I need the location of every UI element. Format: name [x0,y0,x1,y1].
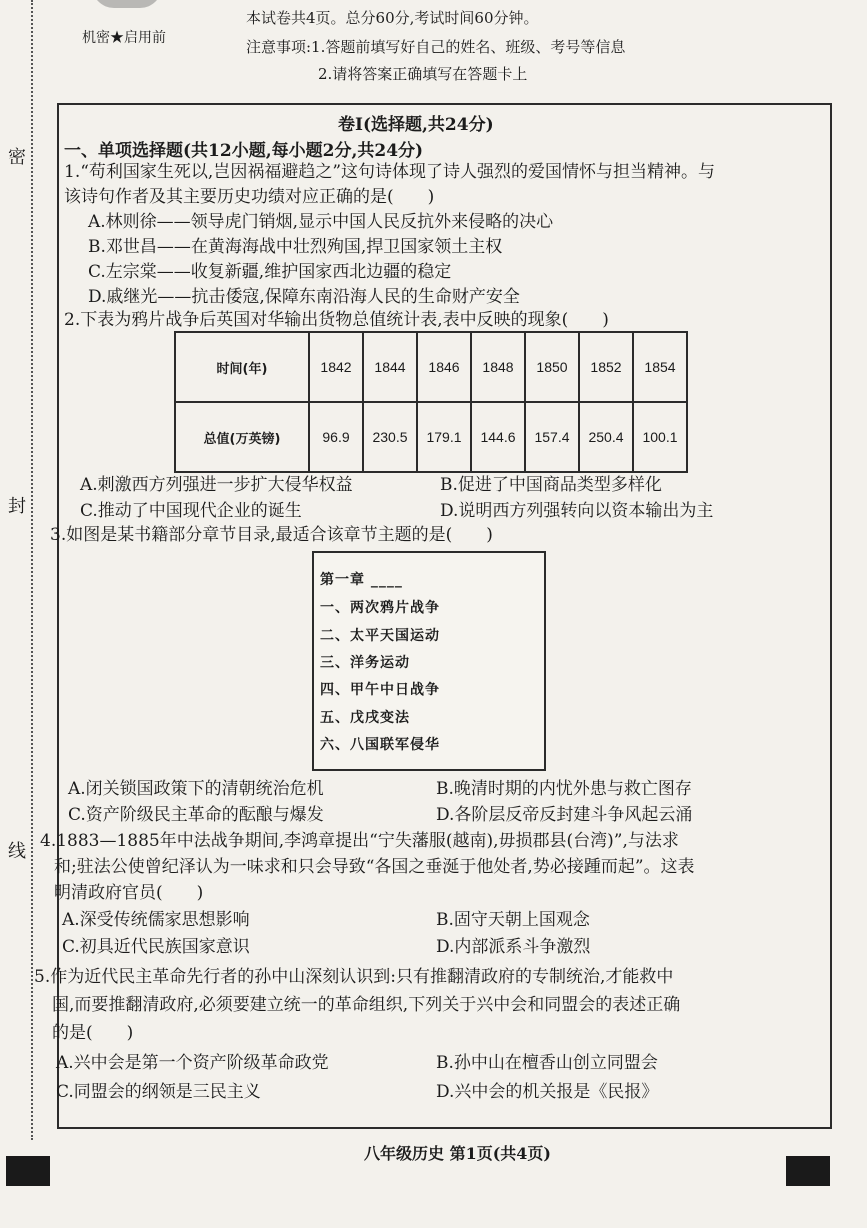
alignment-mark-left [6,1156,50,1186]
q5-stem-line2: 国,而要推翻清政府,必须要建立统一的革命组织,下列关于兴中会和同盟会的表述正确 [52,995,681,1015]
q4-stem-line1: 4.1883—1885年中法战争期间,李鸿章提出“宁失藩服(越南),毋损郡县(台湾)”,与法求 [40,831,679,851]
table-cell-value: 96.9 [309,402,363,472]
toc-item: 三、洋务运动 [320,655,410,671]
table-header-value: 总值(万英镑) [175,402,309,472]
toc-item: 二、太平天国运动 [320,628,440,644]
q2-stem: 2.下表为鸦片战争后英国对华输出货物总值统计表,表中反映的现象( ) [64,310,609,330]
alignment-mark-right [786,1156,830,1186]
table-header-year: 时间(年) [175,332,309,402]
table-cell-value: 230.5 [363,402,417,472]
binding-dotted-line [31,0,33,1140]
q3-stem: 3.如图是某书籍部分章节目录,最适合该章节主题的是( ) [50,525,493,545]
table-cell-value: 179.1 [417,402,471,472]
toc-chapter-title: 第一章 ____ [320,572,403,588]
table-cell-value: 250.4 [579,402,633,472]
table-cell-year: 1850 [525,332,579,402]
toc-item: 四、甲午中日战争 [320,682,440,698]
part-title: 一、单项选择题(共12小题,每小题2分,共24分) [64,141,424,161]
table-row-values [175,402,687,472]
q1-stem-line2: 该诗句作者及其主要历史功绩对应正确的是( ) [64,187,435,207]
q3-option-a: A.闭关锁国政策下的清朝统治危机 [68,779,324,799]
q4-option-a: A.深受传统儒家思想影响 [62,910,250,930]
toc-item: 一、两次鸦片战争 [320,600,440,616]
table-row-years [175,332,687,402]
q5-stem-line3: 的是( ) [52,1023,134,1043]
table-cell-year: 1854 [633,332,687,402]
q2-option-d: D.说明西方列强转向以资本输出为主 [440,501,714,521]
seal-char-mi: 密 [8,147,26,168]
exam-info-line: 本试卷共4页。总分60分,考试时间60分钟。 [246,9,539,27]
table-cell-value: 144.6 [471,402,525,472]
q2-option-c: C.推动了中国现代企业的诞生 [80,501,302,521]
export-value-table [174,331,688,473]
q1-stem-line1: 1.“苟利国家生死以,岂因祸福避趋之”这句诗体现了诗人强烈的爱国情怀与担当精神。与 [64,162,716,182]
q1-option-d: D.戚继光——抗击倭寇,保障东南沿海人民的生命财产安全 [88,287,520,307]
table-cell-value: 100.1 [633,402,687,472]
q4-stem-line2: 和;驻法公使曾纪泽认为一味求和只会导致“各国之垂涎于他处者,势必接踵而起”。这表 [54,857,695,877]
q1-option-c: C.左宗棠——收复新疆,维护国家西北边疆的稳定 [88,262,452,282]
q3-option-b: B.晚清时期的内忧外患与救亡图存 [436,779,692,799]
q2-option-a: A.刺激西方列强进一步扩大侵华权益 [80,475,353,495]
toc-item: 五、戊戌变法 [320,710,410,726]
q5-option-a: A.兴中会是第一个资产阶级革命政党 [56,1053,329,1073]
q3-option-d: D.各阶层反帝反封建斗争风起云涌 [436,805,693,825]
q4-option-c: C.初具近代民族国家意识 [62,937,250,957]
table-cell-year: 1842 [309,332,363,402]
chapter-toc-box [312,551,546,771]
table-cell-value: 157.4 [525,402,579,472]
notice-line-2: 2.请将答案正确填写在答题卡上 [318,65,528,83]
q5-option-b: B.孙中山在檀香山创立同盟会 [436,1053,658,1073]
school-emblem [92,0,162,8]
q5-option-c: C.同盟会的纲领是三民主义 [56,1082,261,1102]
q1-option-b: B.邓世昌——在黄海海战中壮烈殉国,捍卫国家领土主权 [88,237,503,257]
q5-option-d: D.兴中会的机关报是《民报》 [436,1082,659,1102]
page-footer: 八年级历史 第1页(共4页) [364,1144,551,1163]
q4-option-b: B.固守天朝上国观念 [436,910,590,930]
table-cell-year: 1852 [579,332,633,402]
toc-item: 六、八国联军侵华 [320,737,440,753]
table-cell-year: 1846 [417,332,471,402]
q2-option-b: B.促进了中国商品类型多样化 [440,475,662,495]
q5-stem-line1: 5.作为近代民主革命先行者的孙中山深刻认识到:只有推翻清政府的专制统治,才能救中 [34,967,674,987]
seal-char-feng: 封 [8,496,26,517]
q4-stem-line3: 明清政府官员( ) [54,883,204,903]
table-cell-year: 1844 [363,332,417,402]
table-cell-year: 1848 [471,332,525,402]
q3-option-c: C.资产阶级民主革命的酝酿与爆发 [68,805,324,825]
volume-title: 卷Ⅰ(选择题,共24分) [338,115,494,135]
q1-option-a: A.林则徐——领导虎门销烟,显示中国人民反抗外来侵略的决心 [88,212,554,232]
seal-char-xian: 线 [8,841,26,862]
secret-label: 机密★启用前 [82,30,166,46]
notice-line-1: 注意事项:1.答题前填写好自己的姓名、班级、考号等信息 [246,38,626,56]
q4-option-d: D.内部派系斗争激烈 [436,937,591,957]
